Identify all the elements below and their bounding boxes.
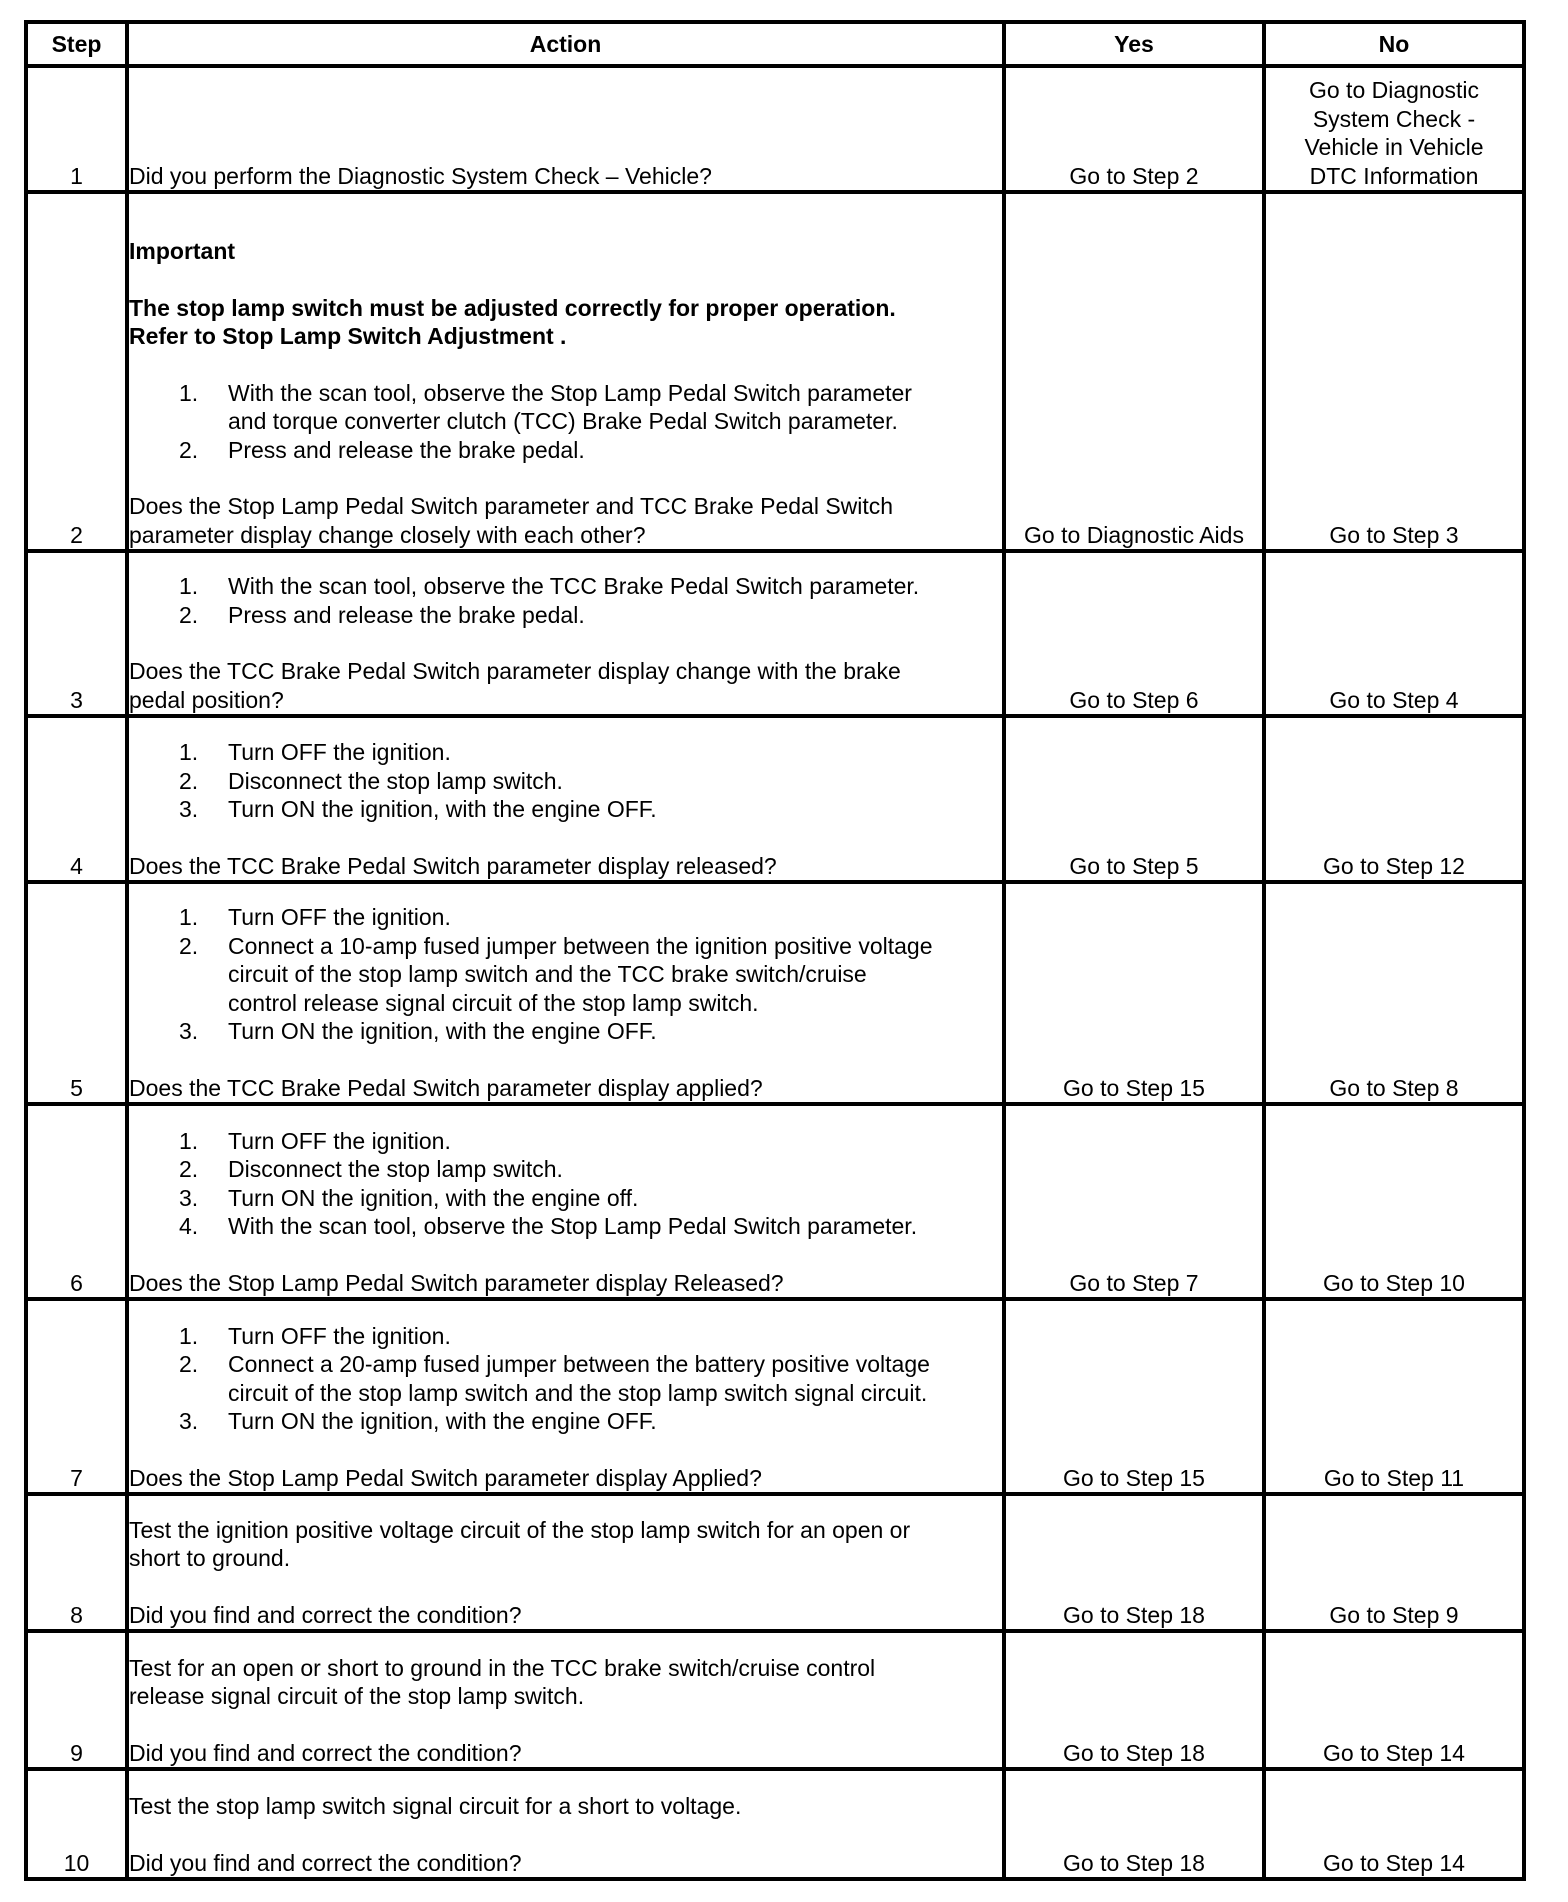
list-item: 1. With the scan tool, observe the TCC Brake Pedal Switch parameter. xyxy=(179,573,920,599)
table-row xyxy=(26,1299,1524,1494)
list-item: 2. Press and release the brake pedal. xyxy=(179,601,585,628)
no-cell: Go to Step 11 xyxy=(1264,1299,1524,1494)
step-number: 9 xyxy=(26,1631,127,1769)
procedure-list xyxy=(129,738,1002,824)
list-item: 2. Connect a 10-amp fused jumper between the ignition positive voltage circuit of the stop lamp switch and the TCC brake switch/cruise control release signal circuit of the stop lamp switch. xyxy=(179,932,933,1016)
question-line: Does the TCC Brake Pedal Switch parameter display change with the brake xyxy=(129,658,901,684)
action-cell xyxy=(127,192,1004,551)
important-note-line: The stop lamp switch must be adjusted correctly for proper operation. xyxy=(129,294,896,321)
no-cell: Go to Step 3 xyxy=(1264,192,1524,551)
list-item: 3. Turn ON the ignition, with the engine OFF. xyxy=(179,1018,657,1044)
procedure-list xyxy=(129,903,1002,1046)
list-item: 3. Turn ON the ignition, with the engine OFF. xyxy=(179,1408,657,1434)
list-item: 1. Turn OFF the ignition. xyxy=(179,1322,451,1349)
no-line: DTC Information xyxy=(1309,162,1479,189)
yes-cell: Go to Step 15 xyxy=(1004,882,1264,1104)
question-line: Did you find and correct the condition? xyxy=(129,1739,522,1766)
diagnostic-table xyxy=(24,20,1526,1881)
yes-cell: Go to Step 15 xyxy=(1004,1299,1264,1494)
instruction-line: Test for an open or short to ground in the TCC brake switch/cruise control xyxy=(129,1654,876,1681)
yes-cell: Go to Step 5 xyxy=(1004,716,1264,882)
table-row xyxy=(26,551,1524,716)
instruction-line: Test the ignition positive voltage circuit of the stop lamp switch for an open or xyxy=(129,1516,911,1543)
procedure-list xyxy=(129,1322,1002,1436)
header-no: No xyxy=(1264,22,1524,66)
no-line: Vehicle in Vehicle xyxy=(1304,134,1484,160)
yes-cell: Go to Step 18 xyxy=(1004,1494,1264,1631)
action-cell xyxy=(127,882,1004,1104)
table-row xyxy=(26,192,1524,551)
yes-cell: Go to Step 18 xyxy=(1004,1769,1264,1879)
instruction-line: Test the stop lamp switch signal circuit for a short to voltage. xyxy=(129,1793,742,1819)
header-action: Action xyxy=(127,22,1004,66)
list-item: 2. Connect a 20-amp fused jumper between the battery positive voltage circuit of the stop lamp switch and the stop lamp switch signal circuit. xyxy=(179,1351,930,1406)
table-row xyxy=(26,1494,1524,1631)
important-title: Important xyxy=(129,238,236,264)
list-item: 1. Turn OFF the ignition. xyxy=(179,904,451,930)
question-line: parameter display change closely with each other? xyxy=(129,521,646,548)
question-line: Does the Stop Lamp Pedal Switch parameter display Applied? xyxy=(129,1464,762,1491)
table-row xyxy=(26,1104,1524,1299)
instruction-line: short to ground. xyxy=(129,1545,291,1571)
instruction-line: release signal circuit of the stop lamp switch. xyxy=(129,1683,585,1709)
yes-cell: Go to Diagnostic Aids xyxy=(1004,192,1264,551)
table-row xyxy=(26,1631,1524,1769)
list-item: 2. Disconnect the stop lamp switch. xyxy=(179,1156,563,1182)
list-item: 1. With the scan tool, observe the Stop Lamp Pedal Switch parameter and torque converter clutch (TCC) Brake Pedal Switch parameter. xyxy=(179,379,912,434)
step-number: 1 xyxy=(26,66,127,192)
no-line: Go to Diagnostic xyxy=(1308,77,1480,103)
step-number: 5 xyxy=(26,882,127,1104)
list-item: 3. Turn ON the ignition, with the engine off. xyxy=(179,1184,639,1211)
question-line: Did you find and correct the condition? xyxy=(129,1849,522,1876)
step-number: 2 xyxy=(26,192,127,551)
question-line: Does the TCC Brake Pedal Switch parameter display released? xyxy=(129,852,777,879)
procedure-list xyxy=(129,379,1002,465)
list-item: 2. Disconnect the stop lamp switch. xyxy=(179,767,563,794)
question-text: Did you perform the Diagnostic System Check – Vehicle? xyxy=(129,162,712,189)
no-cell: Go to Step 9 xyxy=(1264,1494,1524,1631)
no-cell xyxy=(1264,66,1524,192)
action-cell xyxy=(127,66,1004,192)
step-number: 7 xyxy=(26,1299,127,1494)
list-item: 3. Turn ON the ignition, with the engine OFF. xyxy=(179,796,657,822)
question-line: Does the Stop Lamp Pedal Switch parameter display Released? xyxy=(129,1269,784,1296)
action-cell xyxy=(127,1104,1004,1299)
no-cell: Go to Step 14 xyxy=(1264,1631,1524,1769)
step-number: 8 xyxy=(26,1494,127,1631)
question-line: Did you find and correct the condition? xyxy=(129,1601,522,1628)
question-line: pedal position? xyxy=(129,686,284,713)
procedure-list xyxy=(129,1127,1002,1241)
yes-cell: Go to Step 6 xyxy=(1004,551,1264,716)
question-line: Does the TCC Brake Pedal Switch parameter display applied? xyxy=(129,1074,763,1101)
table-row xyxy=(26,1769,1524,1879)
action-cell xyxy=(127,1299,1004,1494)
no-cell: Go to Step 12 xyxy=(1264,716,1524,882)
list-item: 1. Turn OFF the ignition. xyxy=(179,739,451,765)
action-cell xyxy=(127,551,1004,716)
step-number: 3 xyxy=(26,551,127,716)
action-cell xyxy=(127,1769,1004,1879)
action-cell xyxy=(127,1494,1004,1631)
step-number: 6 xyxy=(26,1104,127,1299)
header-row xyxy=(26,22,1524,66)
list-item: 1. Turn OFF the ignition. xyxy=(179,1127,451,1154)
list-item: 4. With the scan tool, observe the Stop Lamp Pedal Switch parameter. xyxy=(179,1213,918,1239)
no-cell: Go to Step 14 xyxy=(1264,1769,1524,1879)
yes-cell: Go to Step 7 xyxy=(1004,1104,1264,1299)
step-number: 4 xyxy=(26,716,127,882)
header-yes: Yes xyxy=(1004,22,1264,66)
yes-cell: Go to Step 18 xyxy=(1004,1631,1264,1769)
action-cell xyxy=(127,1631,1004,1769)
list-item: 2. Press and release the brake pedal. xyxy=(179,436,585,463)
no-line: System Check - xyxy=(1312,105,1476,132)
yes-cell: Go to Step 2 xyxy=(1004,66,1264,192)
table-row xyxy=(26,716,1524,882)
important-note-line: Refer to Stop Lamp Switch Adjustment . xyxy=(129,323,567,349)
table-row xyxy=(26,882,1524,1104)
action-cell xyxy=(127,716,1004,882)
header-step: Step xyxy=(26,22,127,66)
step-number: 10 xyxy=(26,1769,127,1879)
no-cell: Go to Step 8 xyxy=(1264,882,1524,1104)
question-line: Does the Stop Lamp Pedal Switch parameter and TCC Brake Pedal Switch xyxy=(129,493,894,519)
no-cell: Go to Step 4 xyxy=(1264,551,1524,716)
procedure-list xyxy=(129,572,1002,629)
table-row xyxy=(26,66,1524,192)
no-cell: Go to Step 10 xyxy=(1264,1104,1524,1299)
